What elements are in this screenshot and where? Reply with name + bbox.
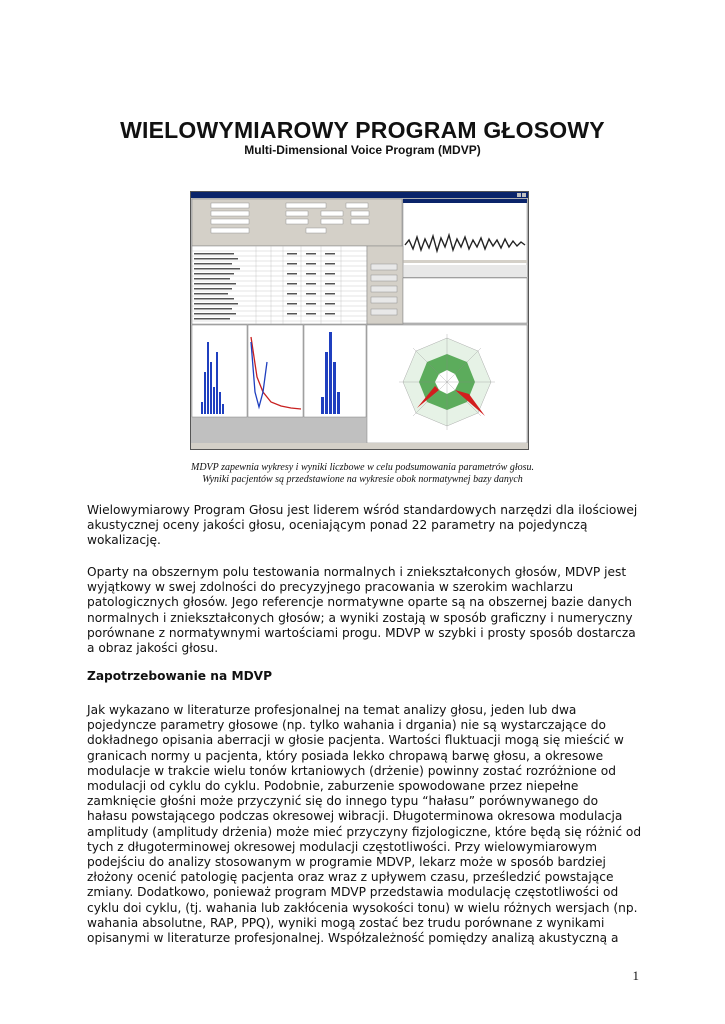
mdvp-screenshot — [190, 191, 529, 450]
document-title: WIELOWYMIAROWY PROGRAM GŁOSOWY — [120, 117, 605, 143]
figure-caption — [0, 462, 725, 486]
paragraph-need: Jak wykazano w literaturze profesjonalnej na temat analizy głosu, jeden lub dwa pojedyncze parametry głosowe (np. tylko wahania i drgania) nie są wystarczające do dokładnego opisania aberracji w głosie pacjenta. Wartości fluktuacji mogą się mieścić w granicach normy u pacjenta, który posiada lekko chropawą barwę głosu, a okresowe modulacje w trakcie wielu tonów krtaniowych (drżenie) powinny zostać rozróżnione od modulacji od cyklu do cyklu. Podobnie, zaburzenie spowodowane przez niepełne zamknięcie głośni może przyczynić się do innego typu “hałasu” porównywanego do hałasu powstającego podczas okresowej wibracji. Długoterminowa okresowa modulacja amplitudy (amplitudy drżenia) może mieć przyczyny fizjologiczne, które będą się różnić od tych z długoterminowej okresowej modulacji częstotliwości. Przy wielowymiarowym podejściu do analizy stosowanym w programie MDVP, lekarz może w sposób bardziej złożony ocenić patologię pacjenta oraz wraz z upływem czasu, prześledzić powstające zmiany. Dodatkowo, ponieważ program MDVP przedstawia modulację częstotliwości od cyklu doi cyklu, (tj. wahania lub zakłócenia wysokości tonu) w wielu różnych wersjach (np. wahania absolutne, RAP, PPQ), wyniki mogą zostać bez trudu porównane z wynikami opisanymi w literaturze profesjonalnej. Współzależność pomiędzy analizą akustyczną a — [87, 703, 642, 946]
mdvp-screenshot-graphic — [191, 192, 528, 449]
section-heading: Zapotrzebowanie na MDVP — [87, 669, 273, 683]
caption-line-1: MDVP zapewnia wykresy i wyniki liczbowe w celu podsumowania parametrów głosu. — [190, 462, 535, 473]
caption-line-2: Wyniki pacjentów są przedstawione na wykresie obok normatywnej bazy danych — [202, 474, 523, 485]
paragraph-intro: Wielowymiarowy Program Głosu jest liderem wśród standardowych narzędzi dla ilościowej akustycznej oceny jakości głosu, oceniającym ponad 22 parametry na pojedynczą wokalizację. — [87, 503, 638, 548]
page-number: 1 — [632, 968, 639, 983]
document-subtitle: Multi-Dimensional Voice Program (MDVP) — [244, 143, 481, 157]
paragraph-normative: Oparty na obszernym polu testowania normalnych i zniekształconych głosów, MDVP jest wyjątkowy w swej zdolności do precyzyjnego pracowania w szerokim wachlarzu patologicznych głosów. Jego referencje normatywne oparte są na obszernej bazie danych normalnych i zniekształconych głosów; a wyniki zostają w sposób graficzny i numeryczny porównane z normatywnymi wartościami progu. MDVP w szybki i prosty sposób dostarcza a obraz jakości głosu. — [87, 565, 636, 656]
